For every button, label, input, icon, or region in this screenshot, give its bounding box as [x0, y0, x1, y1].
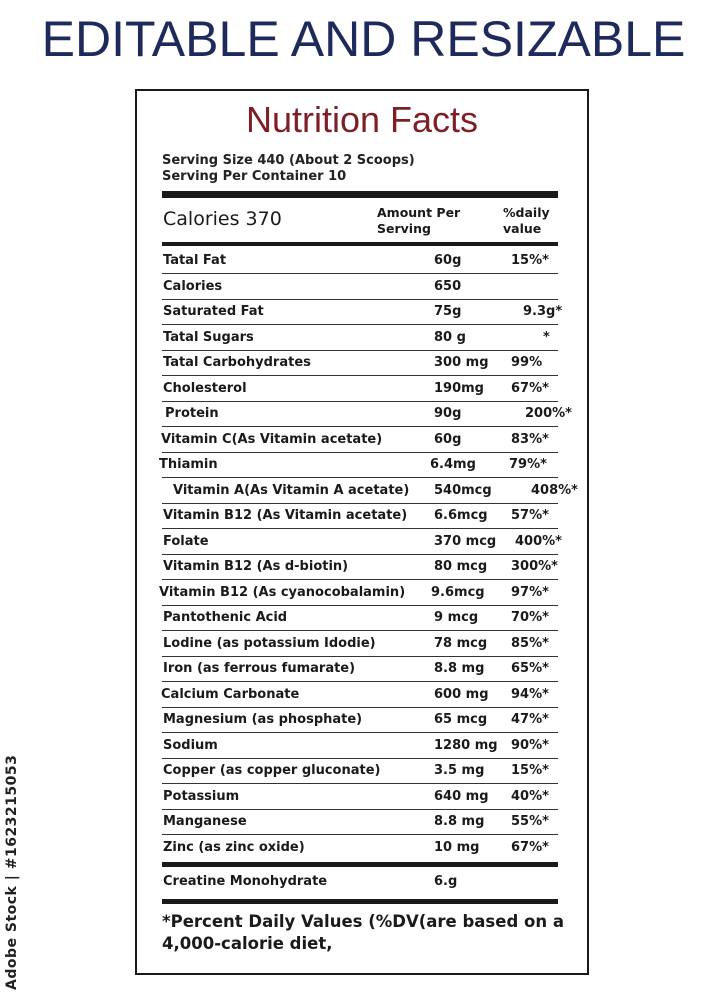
nutrient-name: Calcium Carbonate — [161, 686, 300, 702]
nutrient-amount: 370 mcg — [434, 533, 497, 549]
nutrient-amount: 10 mg — [434, 839, 480, 855]
nutrient-name: Tatal Carbohydrates — [163, 355, 311, 370]
nutrient-row — [137, 785, 587, 810]
nutrient-row — [137, 504, 587, 529]
nutrient-amount: 80 mcg — [434, 559, 488, 574]
calories-total: Calories 370 — [163, 208, 282, 230]
nutrient-amount: 3.5 mg — [434, 763, 485, 778]
nutrient-name: Protein — [165, 406, 219, 421]
nutrient-name: Tatal Sugars — [163, 329, 254, 345]
nutrient-daily-value: 200%* — [525, 406, 572, 421]
nutrient-row — [137, 377, 587, 402]
nutrient-name: Saturated Fat — [163, 304, 264, 319]
divider-thick-bottom — [162, 862, 558, 867]
nutrient-daily-value: 70%* — [511, 610, 549, 625]
nutrient-row — [137, 275, 587, 300]
creatine-row — [137, 870, 587, 895]
servings-per-container: Serving Per Container 10 — [162, 169, 347, 184]
nutrient-daily-value: 85%* — [511, 635, 549, 651]
nutrient-name: Zinc (as zinc oxide) — [163, 839, 305, 855]
nutrient-row — [137, 734, 587, 759]
nutrient-row — [137, 326, 587, 351]
nutrient-amount: 650 — [434, 278, 462, 294]
nutrient-daily-value: 94%* — [511, 686, 549, 702]
nutrient-name: Lodine (as potassium Idodie) — [163, 635, 376, 651]
creatine-amount: 6.g — [434, 874, 458, 889]
nutrient-amount: 6.6mcg — [434, 508, 488, 523]
nutrient-daily-value: 15%* — [511, 253, 549, 268]
nutrient-amount: 60g — [434, 253, 462, 268]
footnote: *Percent Daily Values (%DV(are based on a 4,000-calorie diet, — [162, 912, 564, 953]
divider-footnote — [162, 899, 558, 904]
nutrient-daily-value: 90%* — [511, 737, 549, 753]
nutrient-daily-value: 67%* — [511, 380, 549, 396]
daily-header-line1: %daily — [503, 205, 550, 220]
nutrient-daily-value: 9.3g* — [523, 304, 563, 319]
nutrient-daily-value: 55%* — [511, 814, 549, 829]
nutrient-row — [137, 810, 587, 835]
nutrient-row — [137, 836, 587, 861]
nutrient-name: Pantothenic Acid — [163, 610, 288, 625]
nutrient-daily-value: 408%* — [531, 482, 578, 498]
nutrient-name: Vitamin B12 (As cyanocobalamin) — [159, 584, 406, 600]
nutrient-daily-value: 79%* — [509, 457, 547, 472]
nutrient-amount: 9 mcg — [434, 610, 479, 625]
nutrient-daily-value: 40%* — [511, 788, 549, 804]
nutrient-daily-value: 300%* — [511, 559, 558, 574]
nutrient-name: Manganese — [163, 814, 247, 829]
nutrient-amount: 80 g — [434, 329, 466, 345]
daily-value-header — [503, 205, 550, 237]
nutrient-amount: 75g — [434, 304, 462, 319]
nutrient-name: Sodium — [163, 737, 218, 753]
nutrient-row — [137, 683, 587, 708]
daily-header-line2: value — [503, 221, 542, 236]
nutrient-amount: 600 mg — [434, 686, 489, 702]
nutrient-amount: 640 mg — [434, 788, 489, 804]
nutrient-amount: 60g — [434, 431, 462, 447]
nutrient-amount: 1280 mg — [434, 737, 498, 753]
nutrient-row — [137, 606, 587, 631]
nutrient-name: Tatal Fat — [163, 253, 227, 268]
nutrient-amount: 8.8 mg — [434, 661, 485, 676]
nutrient-row — [137, 581, 587, 606]
nutrient-daily-value: 47%* — [511, 712, 549, 727]
nutrient-name: Vitamin B12 (As Vitamin acetate) — [163, 508, 408, 523]
nutrient-amount: 190mg — [434, 380, 484, 396]
nutrient-name: Vitamin B12 (As d-biotin) — [163, 559, 349, 574]
nutrient-amount: 78 mcg — [434, 635, 488, 651]
nutrient-row — [137, 351, 587, 376]
nutrient-daily-value: 67%* — [511, 839, 549, 855]
nutrient-daily-value: 65%* — [511, 661, 549, 676]
nutrient-row — [137, 632, 587, 657]
creatine-name: Creatine Monohydrate — [163, 874, 328, 889]
nutrient-amount: 300 mg — [434, 355, 489, 370]
nutrient-daily-value: * — [543, 329, 550, 345]
nutrient-name: Vitamin A(As Vitamin A acetate) — [173, 482, 410, 498]
nutrient-name: Vitamin C(As Vitamin acetate) — [161, 431, 383, 447]
nutrient-amount: 65 mcg — [434, 712, 488, 727]
nutrient-name: Magnesium (as phosphate) — [163, 712, 363, 727]
nutrient-name: Potassium — [163, 788, 240, 804]
nutrient-daily-value: 57%* — [511, 508, 549, 523]
nutrient-row — [137, 428, 587, 453]
divider-medium — [162, 242, 558, 246]
nutrient-row — [137, 300, 587, 325]
nutrient-row — [137, 402, 587, 427]
nutrition-label — [135, 89, 589, 975]
nutrient-name: Thiamin — [159, 457, 218, 472]
nutrient-name: Iron (as ferrous fumarate) — [163, 661, 356, 676]
nutrient-row — [137, 530, 587, 555]
nutrient-row — [137, 249, 587, 274]
nutrient-name: Calories — [163, 278, 223, 294]
nutrition-facts-title: Nutrition Facts — [245, 99, 479, 140]
nutrient-daily-value: 15%* — [511, 763, 549, 778]
nutrient-amount: 90g — [434, 406, 462, 421]
nutrient-daily-value: 99% — [511, 355, 543, 370]
serving-size: Serving Size 440 (About 2 Scoops) — [162, 153, 415, 168]
nutrient-row — [137, 479, 587, 504]
nutrient-row — [137, 555, 587, 580]
nutrient-daily-value: 97%* — [511, 584, 549, 600]
nutrient-row — [137, 657, 587, 682]
amount-header-line1: Amount Per — [377, 205, 461, 220]
nutrient-row — [137, 759, 587, 784]
watermark: Adobe Stock | #1623215053 — [4, 754, 20, 990]
headline: EDITABLE AND RESIZABLE — [41, 11, 686, 67]
nutrient-daily-value: 400%* — [515, 533, 562, 549]
nutrient-name: Copper (as copper gluconate) — [163, 763, 381, 778]
nutrient-name: Folate — [163, 533, 209, 549]
amount-header — [377, 205, 460, 237]
nutrient-daily-value: 83%* — [511, 431, 549, 447]
nutrient-amount: 9.6mcg — [431, 584, 485, 600]
nutrient-row — [137, 708, 587, 733]
nutrient-amount: 8.8 mg — [434, 814, 485, 829]
amount-header-line2: Serving — [377, 221, 431, 236]
nutrient-amount: 6.4mg — [430, 457, 476, 472]
nutrient-amount: 540mcg — [434, 482, 492, 498]
divider-thick — [162, 191, 558, 198]
nutrient-row — [137, 453, 587, 478]
nutrient-name: Cholesterol — [163, 380, 247, 396]
